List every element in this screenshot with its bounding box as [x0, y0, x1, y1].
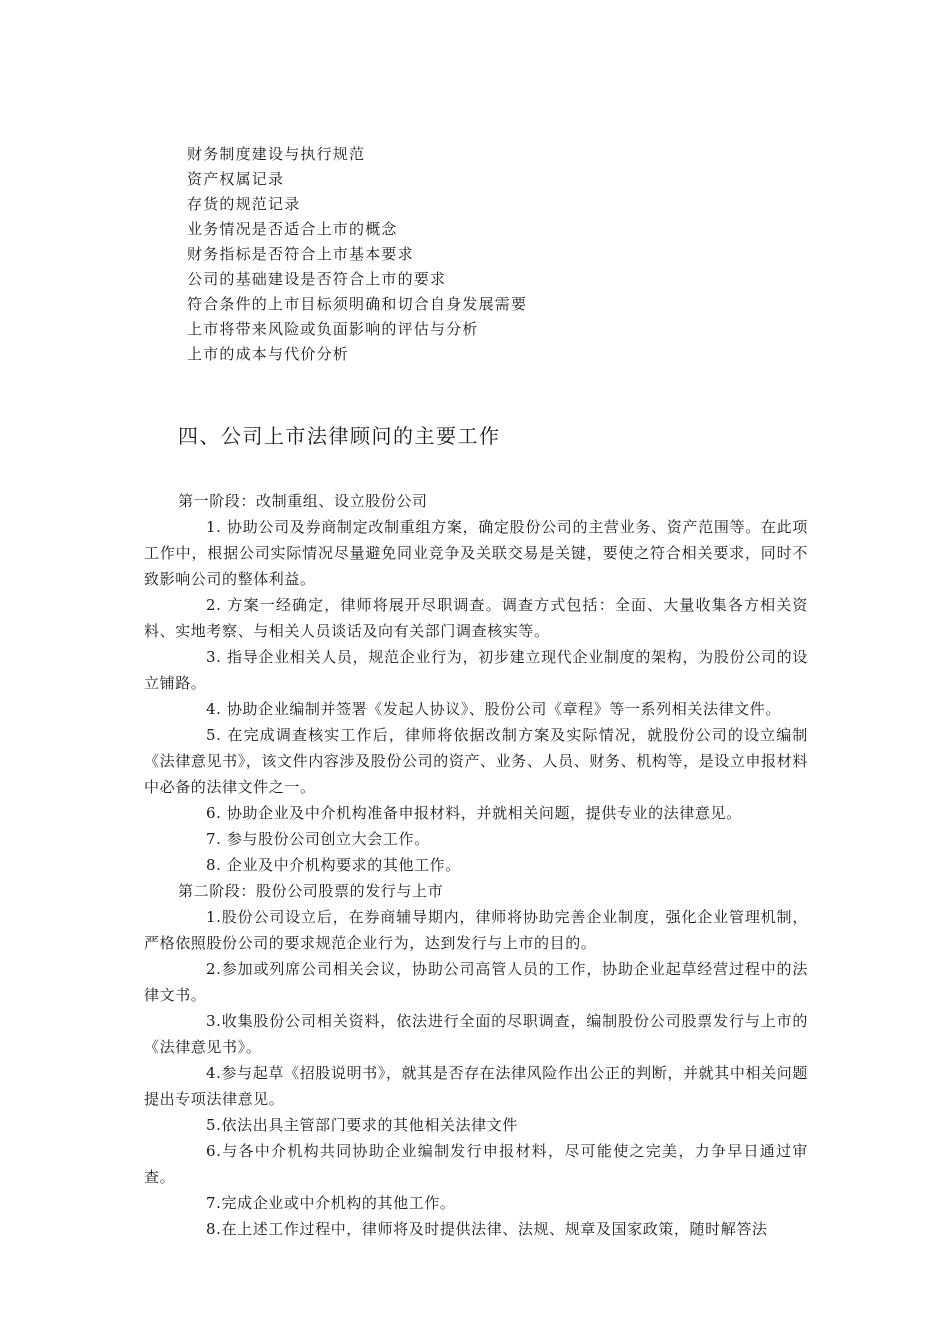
phase-item: 5.依法出具主管部门要求的其他相关法律文件 [206, 1116, 518, 1134]
phase-item: 3. 指导企业相关人员，规范企业行为，初步建立现代企业制度的架构，为股份公司的设立铺路。 [144, 648, 808, 692]
list-item: 存货的规范记录 [187, 195, 301, 213]
phase-item: 1.股份公司设立后，在券商辅导期内，律师将协助完善企业制度，强化企业管理机制，严格依照股份公司的要求规范企业行为，达到发行与上市的目的。 [144, 908, 808, 952]
checklist [187, 142, 527, 367]
phase-item: 3.收集股份公司相关资料，依法进行全面的尽职调查，编制股份公司股票发行与上市的《法律意见书》。 [144, 1012, 808, 1056]
phase-item: 6.与各中介机构共同协助企业编制发行申报材料，尽可能使之完美，力争早日通过审查。 [144, 1142, 808, 1186]
phase-item: 7. 参与股份公司创立大会工作。 [206, 830, 430, 848]
phase-item: 8.在上述工作过程中，律师将及时提供法律、法规、规章及国家政策，随时解答法 [206, 1220, 768, 1238]
list-item: 上市将带来风险或负面影响的评估与分析 [187, 320, 479, 338]
phase-item: 8. 企业及中介机构要求的其他工作。 [206, 856, 461, 874]
list-item: 财务指标是否符合上市基本要求 [187, 245, 414, 263]
list-item: 财务制度建设与执行规范 [187, 145, 366, 163]
phase-item: 6. 协助企业及中介机构准备申报材料，并就相关问题，提供专业的法律意见。 [206, 804, 742, 822]
phase-item: 4. 协助企业编制并签署《发起人协议》、股份公司《章程》等一系列相关法律文件。 [206, 700, 781, 718]
phase-item: 1. 协助公司及券商制定改制重组方案，确定股份公司的主营业务、资产范围等。在此项工作中，根据公司实际情况尽量避免同业竞争及关联交易是关键，要使之符合相关要求，同时不致影响公司的整体利益。 [144, 518, 808, 588]
list-item: 公司的基础建设是否符合上市的要求 [187, 270, 447, 288]
list-item: 符合条件的上市目标须明确和切合自身发展需要 [187, 295, 528, 313]
list-item: 上市的成本与代价分析 [187, 345, 350, 363]
phase-item: 2. 方案一经确定，律师将展开尽职调查。调查方式包括：全面、大量收集各方相关资料、实地考察、与相关人员谈话及向有关部门调查核实等。 [144, 596, 808, 640]
phase-title: 第一阶段：改制重组、设立股份公司 [178, 492, 428, 510]
phase-title: 第二阶段：股份公司股票的发行与上市 [178, 882, 444, 900]
list-item: 业务情况是否适合上市的概念 [187, 220, 398, 238]
list-item: 资产权属记录 [187, 170, 285, 188]
phase-item: 2.参加或列席公司相关会议，协助公司高管人员的工作，协助企业起草经营过程中的法律文书。 [144, 960, 808, 1004]
section-body [144, 488, 808, 1242]
section-heading: 四、公司上市法律顾问的主要工作 [178, 424, 501, 448]
phase-item: 5. 在完成调查核实工作后，律师将依据改制方案及实际情况，就股份公司的设立编制《法律意见书》，该文件内容涉及股份公司的资产、业务、人员、财务、机构等，是设立申报材料中必备的法律文件之一。 [144, 726, 808, 796]
phase-item: 4.参与起草《招股说明书》，就其是否存在法律风险作出公正的判断，并就其中相关问题提出专项法律意见。 [144, 1064, 808, 1108]
phase-item: 7.完成企业或中介机构的其他工作。 [206, 1194, 456, 1212]
